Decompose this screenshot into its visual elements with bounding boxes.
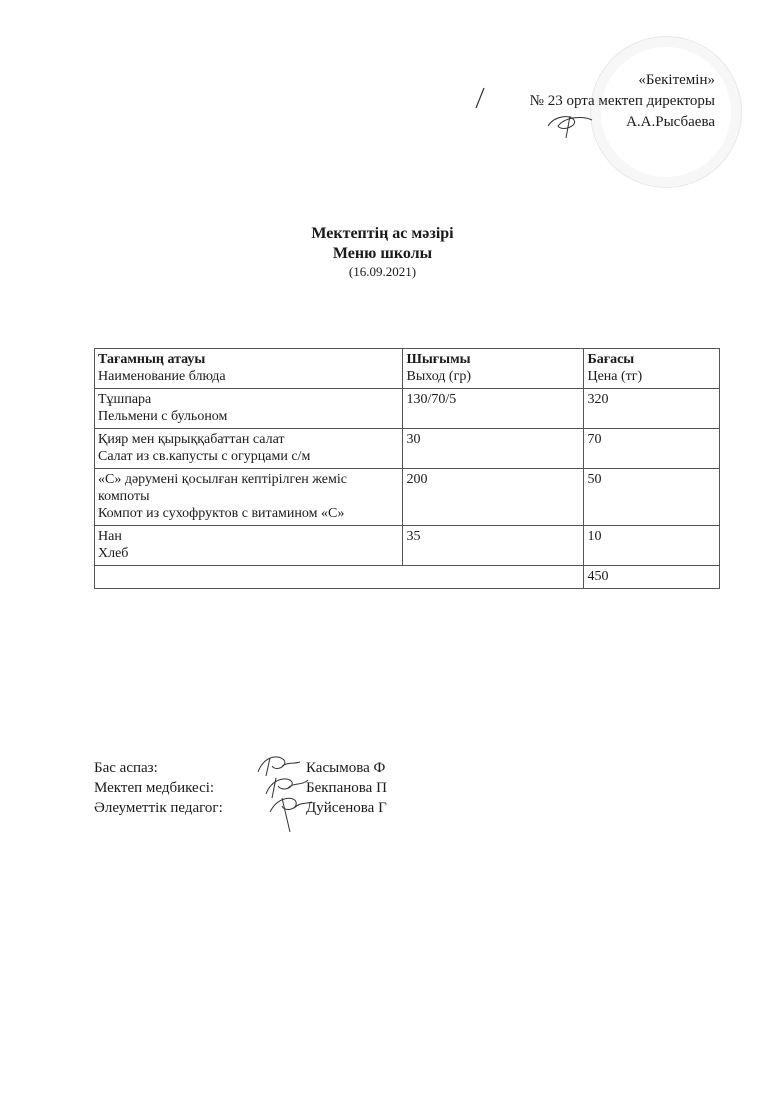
yield-cell: 35	[403, 526, 584, 566]
total-label-cell	[95, 566, 584, 589]
table-row	[95, 429, 720, 469]
document-title	[0, 224, 765, 280]
menu-table	[94, 348, 720, 589]
signature-role: Бас аспаз:	[94, 760, 158, 776]
dish-name-kz: «С» дәрумені қосылған кептірілген жеміс компоты	[98, 472, 347, 504]
price-cell: 320	[584, 389, 720, 429]
header-price	[584, 349, 720, 389]
dish-name-ru: Компот из сухофруктов с витамином «С»	[98, 506, 345, 521]
dish-cell	[95, 469, 403, 526]
director-signature	[474, 86, 604, 146]
header-dish-ru: Наименование блюда	[98, 369, 226, 384]
dish-cell	[95, 389, 403, 429]
total-price-cell: 450	[584, 566, 720, 589]
header-price-kz: Бағасы	[587, 352, 635, 367]
header-yield-ru: Выход (гр)	[406, 369, 471, 384]
yield-cell: 130/70/5	[403, 389, 584, 429]
dish-name-ru: Хлеб	[98, 546, 129, 561]
yield-cell: 30	[403, 429, 584, 469]
signature-name: Бекпанова П	[306, 780, 387, 796]
approval-name: А.А.Рысбаева	[626, 114, 715, 130]
dish-name-kz: Нан	[98, 529, 122, 544]
menu-date: (16.09.2021)	[348, 264, 417, 279]
signature-name: Касымова Ф	[306, 760, 386, 776]
title-kz: Мектептің ас мәзірі	[311, 225, 454, 242]
price-cell: 10	[584, 526, 720, 566]
dish-name-kz: Қияр мен қырыққабаттан салат	[98, 432, 285, 447]
dish-name-kz: Тұшпара	[98, 392, 152, 407]
signature-role: Мектеп медбикесі:	[94, 780, 215, 796]
price-cell: 70	[584, 429, 720, 469]
table-header-row	[95, 349, 720, 389]
title-ru: Меню школы	[332, 245, 433, 262]
table-row	[95, 389, 720, 429]
approval-position: № 23 орта мектеп директоры	[529, 93, 715, 109]
table-total-row	[95, 566, 720, 589]
dish-name-ru: Салат из св.капусты с огурцами с/м	[98, 449, 311, 464]
header-yield-kz: Шығымы	[406, 352, 471, 367]
approval-heading: «Бекітемін»	[638, 72, 715, 88]
header-dish-kz: Тағамның атауы	[98, 352, 206, 367]
dish-name-ru: Пельмени с бульоном	[98, 409, 228, 424]
dish-cell	[95, 526, 403, 566]
signature-name: Дуйсенова Г	[306, 800, 387, 816]
signature-role: Әлеуметтік педагог:	[94, 800, 223, 816]
yield-cell: 200	[403, 469, 584, 526]
header-price-ru: Цена (тг)	[587, 369, 643, 384]
header-dish	[95, 349, 403, 389]
header-yield	[403, 349, 584, 389]
dish-cell	[95, 429, 403, 469]
table-row	[95, 526, 720, 566]
price-cell: 50	[584, 469, 720, 526]
table-row	[95, 469, 720, 526]
